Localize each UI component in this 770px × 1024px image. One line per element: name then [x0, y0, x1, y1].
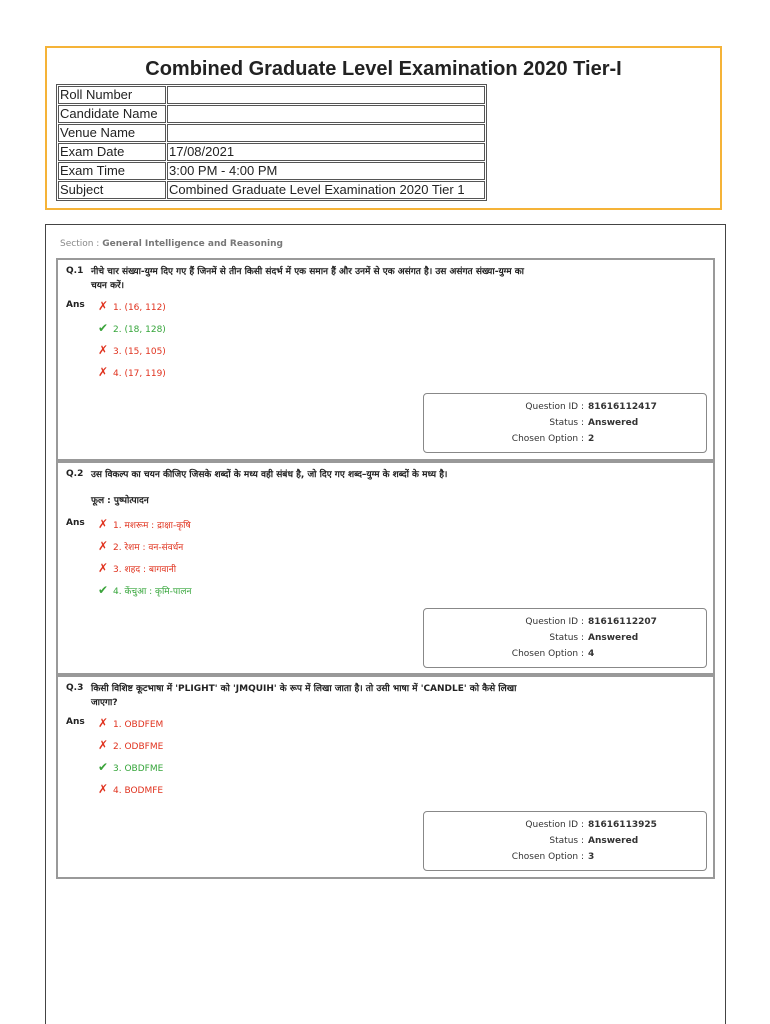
exam-time-label: Exam Time — [58, 162, 166, 180]
status-label: Status : — [549, 418, 584, 428]
exam-title: Combined Graduate Level Examination 2020 Tier-I — [145, 58, 622, 80]
option-label: 3. शहद : बागवानी — [113, 565, 177, 575]
table-row — [58, 105, 485, 123]
check-icon: ✔ — [97, 760, 109, 774]
question-id-row — [424, 402, 657, 412]
ans-label: Ans — [66, 300, 85, 310]
question-prompt: फूल : पुष्पोत्पादन — [91, 496, 149, 506]
option-label: 4. BODMFE — [113, 786, 164, 796]
venue-name-label: Venue Name — [58, 124, 166, 142]
question-id-label: Question ID : — [525, 402, 584, 412]
option-label: 1. मशरूम : द्राक्षा-कृषि — [113, 521, 191, 531]
option-3 — [96, 344, 166, 358]
option-label: 3. (15, 105) — [113, 347, 166, 357]
status-row — [424, 633, 639, 643]
option-3 — [96, 562, 176, 576]
option-4 — [96, 366, 166, 380]
question-text: उस विकल्प का चयन कीजिए जिसके शब्दों के मध्य वही संबंध है, जो दिए गए शब्द–युग्म के शब्दों के मध्य है। — [91, 470, 448, 480]
option-4 — [96, 783, 163, 797]
response-sheet — [45, 224, 726, 1024]
question-card-3 — [56, 675, 715, 879]
option-1 — [96, 300, 166, 314]
venue-name-value — [167, 124, 485, 142]
question-id-label: Question ID : — [525, 617, 584, 627]
option-label: 2. ODBFME — [113, 742, 164, 752]
cross-icon: ✗ — [97, 561, 109, 575]
chosen-option-label: Chosen Option : — [511, 649, 584, 659]
status-label: Status : — [549, 633, 584, 643]
candidate-info-table — [56, 84, 487, 201]
chosen-option-label: Chosen Option : — [511, 852, 584, 862]
question-id-label: Question ID : — [525, 820, 584, 830]
status-value: Answered — [588, 633, 639, 643]
chosen-option-row — [424, 852, 595, 862]
option-label: 2. (18, 128) — [113, 325, 166, 335]
subject-value: Combined Graduate Level Examination 2020 Tier 1 — [167, 181, 485, 199]
cross-icon: ✗ — [97, 343, 109, 357]
cross-icon: ✗ — [97, 738, 109, 752]
table-row — [58, 124, 485, 142]
question-meta — [423, 393, 707, 453]
question-id-value: 81616112417 — [588, 402, 657, 412]
table-row — [58, 143, 485, 161]
cross-icon: ✗ — [97, 365, 109, 379]
cross-icon: ✗ — [97, 716, 109, 730]
exam-header — [45, 46, 722, 210]
status-value: Answered — [588, 836, 639, 846]
option-2 — [96, 540, 183, 554]
question-text: नीचे चार संख्या-युग्म दिए गए हैं जिनमें से तीन किसी संदर्भ में एक समान हैं और उनमें से एक असंगत है। उस असंगत संख्या-युग्म का चयन करें। — [91, 267, 524, 291]
question-meta — [423, 811, 707, 871]
option-4 — [96, 584, 191, 598]
question-id-value: 81616112207 — [588, 617, 657, 627]
question-text: किसी विशिष्ट कूटभाषा में 'PLIGHT' को 'JMQUIH' के रूप में लिखा जाता है। तो उसी भाषा में 'CANDLE' को कैसे लिखा जाएगा? — [91, 684, 517, 708]
chosen-option-row — [424, 649, 595, 659]
option-1 — [96, 518, 191, 532]
table-row — [58, 162, 485, 180]
option-label: 2. रेशम : वन-संवर्धन — [113, 543, 184, 553]
status-label: Status : — [549, 836, 584, 846]
option-2 — [96, 322, 166, 336]
question-id-row — [424, 617, 657, 627]
question-number: Q.1 — [66, 266, 84, 276]
roll-number-label: Roll Number — [58, 86, 166, 104]
cross-icon: ✗ — [97, 517, 109, 531]
cross-icon: ✗ — [97, 782, 109, 796]
subject-label: Subject — [58, 181, 166, 199]
ans-label: Ans — [66, 717, 85, 727]
ans-label: Ans — [66, 518, 85, 528]
question-number: Q.3 — [66, 683, 84, 693]
status-row — [424, 836, 639, 846]
option-2 — [96, 739, 163, 753]
option-1 — [96, 717, 163, 731]
table-row — [58, 86, 485, 104]
status-row — [424, 418, 639, 428]
chosen-option-value: 4 — [588, 649, 595, 659]
chosen-option-row — [424, 434, 595, 444]
exam-date-value: 17/08/2021 — [167, 143, 485, 161]
question-card-1 — [56, 258, 715, 461]
exam-date-label: Exam Date — [58, 143, 166, 161]
question-id-value: 81616113925 — [588, 820, 657, 830]
candidate-name-value — [167, 105, 485, 123]
cross-icon: ✗ — [97, 539, 109, 553]
check-icon: ✔ — [97, 583, 109, 597]
option-3 — [96, 761, 163, 775]
roll-number-value — [167, 86, 485, 104]
option-label: 1. OBDFEM — [113, 720, 164, 730]
table-row — [58, 181, 485, 199]
question-card-2 — [56, 461, 715, 675]
question-id-row — [424, 820, 657, 830]
status-value: Answered — [588, 418, 639, 428]
section-prefix: Section : — [60, 239, 103, 249]
option-label: 4. केंचुआ : कृमि-पालन — [113, 587, 192, 597]
option-label: 3. OBDFME — [113, 764, 164, 774]
exam-time-value: 3:00 PM - 4:00 PM — [167, 162, 485, 180]
chosen-option-value: 3 — [588, 852, 595, 862]
question-number: Q.2 — [66, 469, 84, 479]
chosen-option-value: 2 — [588, 434, 595, 444]
option-label: 1. (16, 112) — [113, 303, 166, 313]
cross-icon: ✗ — [97, 299, 109, 313]
chosen-option-label: Chosen Option : — [511, 434, 584, 444]
candidate-name-label: Candidate Name — [58, 105, 166, 123]
section-label — [60, 239, 283, 249]
check-icon: ✔ — [97, 321, 109, 335]
option-label: 4. (17, 119) — [113, 369, 166, 379]
question-meta — [423, 608, 707, 668]
section-name: General Intelligence and Reasoning — [102, 239, 283, 249]
